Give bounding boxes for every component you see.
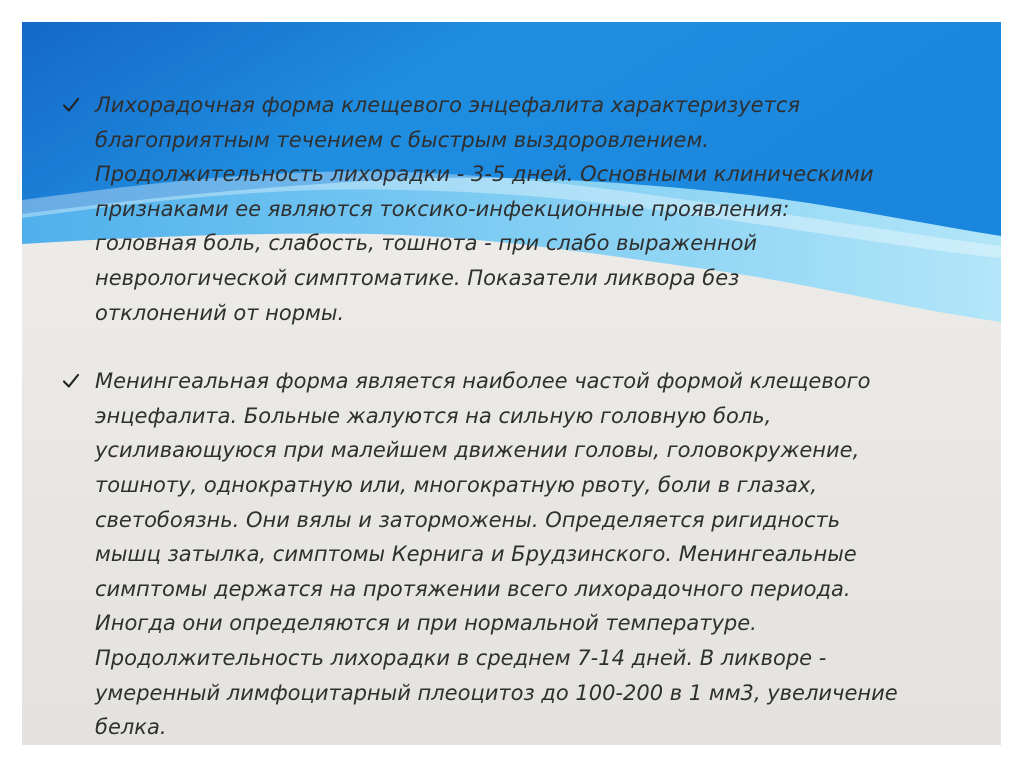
bullet-text: Менингеальная форма является наиболее частой формой клещевого энцефалита. Больные жалуются на сильную головную боль, усиливающуюся при малейшем движении головы, головокружение, тошноту, однократную или, многократную рвоту, боли в глазах, светобоязнь. Они вялы и заторможены. Определяется ригидность мышц затылка, симптомы Кернига и Брудзинского. Менингеальные симптомы держатся на протяжении всего лихорадочного периода. Иногда они определяются и при нормальной температуре. Продолжительность лихорадки в среднем 7-14 дней. В ликворе - умеренный лимфоцитарный плеоцитоз до 100-200 в 1 мм3, увеличение белка. — [95, 369, 898, 740]
slide — [22, 22, 1001, 745]
slide-content — [62, 88, 982, 745]
bullet-item — [62, 364, 982, 745]
bullet-item — [62, 88, 982, 330]
checkmark-icon — [62, 364, 82, 398]
checkmark-icon — [62, 88, 82, 122]
bullet-text: Лихорадочная форма клещевого энцефалита характеризуется благоприятным течением с быстрым выздоровлением. Продолжительность лихорадки - 3-5 дней. Основными клиническими признаками ее являются токсико-инфекционные проявления: головная боль, слабость, тошнота - при слабо выраженной неврологической симптоматике. Показатели ликвора без отклонений от нормы. — [95, 93, 874, 325]
